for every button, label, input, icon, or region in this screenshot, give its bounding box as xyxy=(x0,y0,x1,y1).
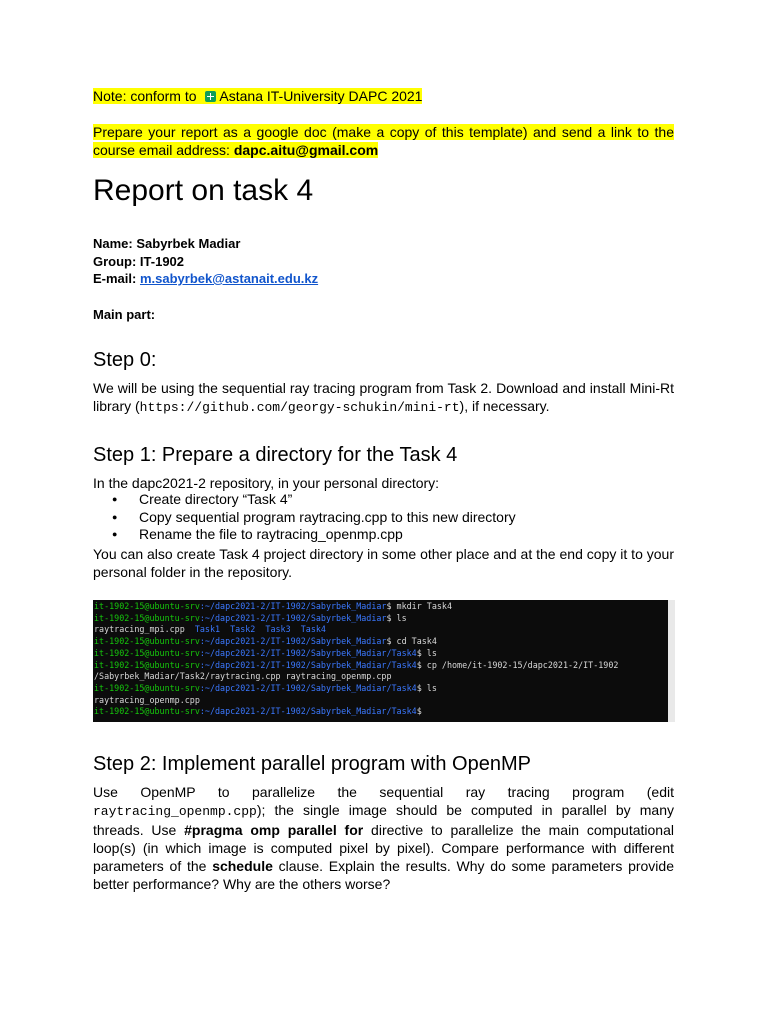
terminal-user: it-1902-15@ubuntu-srv xyxy=(94,601,200,611)
terminal-user: it-1902-15@ubuntu-srv xyxy=(94,647,200,658)
terminal-output: raytracing_mpi.cpp xyxy=(94,624,195,635)
terminal-line xyxy=(94,683,668,695)
terminal-user: it-1902-15@ubuntu-srv xyxy=(94,706,200,717)
terminal-path: :~/dapc2021-2/IT-1902/Sabyrbek_Madiar/Task4 xyxy=(199,647,417,658)
terminal-line xyxy=(94,636,668,648)
mini-rt-url: https://github.com/georgy-schukin/mini-rt xyxy=(139,400,460,415)
step1-intro: In the dapc2021-2 repository, in your personal directory: xyxy=(93,475,440,491)
terminal-command: $ cp /home/it-1902-15/dapc2021-2/IT-1902 xyxy=(416,659,619,670)
step0-text-after: ), if necessary. xyxy=(459,398,550,414)
student-name: Name: Sabyrbek Madiar xyxy=(93,236,241,251)
step2-text-part: directive to parallelize the main computational loop(s) (in which image is computed pixel by pixel). Compare performance with different parameters of the xyxy=(93,822,674,874)
prepare-instructions xyxy=(93,123,674,159)
note-highlight xyxy=(93,88,422,104)
note-link[interactable]: Astana IT-University DAPC 2021 xyxy=(219,88,423,104)
terminal-line xyxy=(94,706,668,718)
terminal-command: $ xyxy=(416,706,422,717)
terminal-path: :~/dapc2021-2/IT-1902/Sabyrbek_Madiar xyxy=(199,601,387,611)
terminal-command: $ ls xyxy=(416,682,437,693)
student-email-link[interactable]: m.sabyrbek@astanait.edu.kz xyxy=(139,271,319,286)
step1-outro: You can also create Task 4 project directory in some other place and at the end copy it to your personal folder in the repository. xyxy=(93,546,674,580)
terminal-command: $ mkdir Task4 xyxy=(386,601,453,611)
list-item: ● Create directory “Task 4” xyxy=(112,491,672,509)
list-item: ● Copy sequential program raytracing.cpp to this new directory xyxy=(112,509,672,527)
email-label: E-mail: xyxy=(93,271,140,286)
student-info xyxy=(93,235,674,288)
terminal-output: /Sabyrbek_Madiar/Task2/raytracing.cpp raytracing_openmp.cpp xyxy=(94,671,392,682)
student-email-row xyxy=(93,270,674,288)
terminal-command: $ ls xyxy=(386,612,407,623)
page-title: Report on task 4 xyxy=(93,174,314,207)
note-line xyxy=(93,87,674,105)
terminal-path: :~/dapc2021-2/IT-1902/Sabyrbek_Madiar xyxy=(199,612,387,623)
step2-text-part: clause. Explain the results. Why do some parameters provide better performance? Why are the others worse? xyxy=(93,858,674,892)
terminal-command: $ ls xyxy=(416,647,437,658)
terminal-line xyxy=(94,624,668,636)
terminal-user: it-1902-15@ubuntu-srv xyxy=(94,636,200,647)
terminal-screenshot xyxy=(93,600,675,722)
terminal-user: it-1902-15@ubuntu-srv xyxy=(94,682,200,693)
prepare-highlight xyxy=(93,124,674,158)
terminal-line xyxy=(94,613,668,625)
step1-bullet-list xyxy=(112,491,672,544)
step2-heading: Step 2: Implement parallel program with OpenMP xyxy=(93,753,531,775)
schedule-keyword: schedule xyxy=(212,858,273,874)
terminal-output-dirs: Task1 Task2 Task3 Task4 xyxy=(194,624,326,635)
main-part-label: Main part: xyxy=(93,307,156,322)
step2-code-filename: raytracing_openmp.cpp xyxy=(93,804,257,819)
step2-text xyxy=(93,783,674,893)
terminal-user: it-1902-15@ubuntu-srv xyxy=(94,659,200,670)
terminal-line xyxy=(94,695,668,707)
step0-text-before: We will be using the sequential ray tracing program from Task 2. Download and install Mini-Rt library ( xyxy=(93,380,674,414)
course-email: dapc.aitu@gmail.com xyxy=(233,142,379,158)
terminal-path: :~/dapc2021-2/IT-1902/Sabyrbek_Madiar/Task4 xyxy=(199,659,417,670)
step0-heading: Step 0: xyxy=(93,349,157,371)
step2-text-part: ); the single image should be computed in parallel by many threads. Use xyxy=(93,802,674,838)
terminal-line xyxy=(94,648,668,660)
terminal-line xyxy=(94,601,668,613)
note-prefix: Note: conform to xyxy=(93,88,201,104)
google-sheets-icon xyxy=(205,91,216,102)
list-item: ● Rename the file to raytracing_openmp.cpp xyxy=(112,526,672,544)
student-group: Group: IT-1902 xyxy=(93,253,185,269)
pragma-directive: #pragma omp parallel for xyxy=(184,822,364,838)
terminal-line xyxy=(94,671,668,683)
terminal-output: raytracing_openmp.cpp xyxy=(94,694,200,705)
step1-heading: Step 1: Prepare a directory for the Task 4 xyxy=(93,444,458,466)
terminal-command: $ cd Task4 xyxy=(386,636,437,647)
terminal-line xyxy=(94,660,668,672)
terminal-path: :~/dapc2021-2/IT-1902/Sabyrbek_Madiar xyxy=(199,636,387,647)
prepare-text: Prepare your report as a google doc (make a copy of this template) and send a link to the course email address: xyxy=(93,124,674,158)
terminal-path: :~/dapc2021-2/IT-1902/Sabyrbek_Madiar/Task4 xyxy=(199,682,417,693)
step2-text-part: Use OpenMP to parallelize the sequential ray tracing program (edit xyxy=(93,784,674,800)
terminal-path: :~/dapc2021-2/IT-1902/Sabyrbek_Madiar/Task4 xyxy=(199,706,417,717)
step0-text xyxy=(93,379,674,417)
terminal-user: it-1902-15@ubuntu-srv xyxy=(94,612,200,623)
